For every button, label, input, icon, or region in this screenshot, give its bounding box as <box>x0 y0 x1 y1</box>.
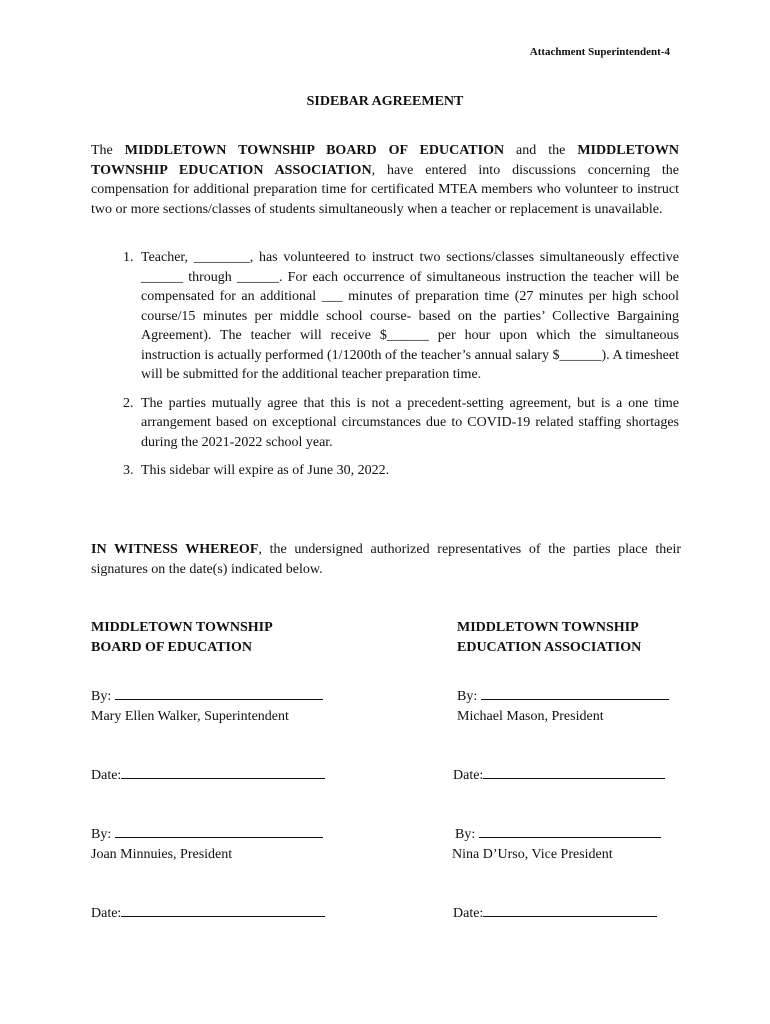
date-label: Date: <box>453 906 484 921</box>
by-label: By: <box>91 827 112 842</box>
right-party-line1: MIDDLETOWN TOWNSHIP <box>457 620 639 635</box>
right-signature-1 <box>457 686 669 726</box>
list-item <box>91 248 679 385</box>
item-number: 1. <box>123 250 134 265</box>
by-label: By: <box>91 689 112 704</box>
item-text: This sidebar will expire as of June 30, 2022. <box>141 463 390 478</box>
signer-name: Mary Ellen Walker, Superintendent <box>91 708 289 724</box>
left-signature-1 <box>91 686 323 726</box>
right-date-1 <box>453 765 665 786</box>
list-item <box>91 461 679 481</box>
signature-line[interactable] <box>115 686 323 700</box>
board-name: MIDDLETOWN TOWNSHIP BOARD OF EDUCATION <box>124 143 505 158</box>
signature-line[interactable] <box>479 824 661 838</box>
witness-rest: , the undersigned authorized representatives of the parties place their signatures on the date(s) indicated below. <box>91 542 681 577</box>
by-label: By: <box>457 689 478 704</box>
date-label: Date: <box>91 768 122 783</box>
item-text: Teacher, ________, has volunteered to instruct two sections/classes simultaneously effective ______ through ______. For each occurrence of simultaneous instruction the teacher will be compensated for an additional ___ minutes of preparation time (27 minutes per high school course/15 minutes per middle school course- based on the parties’ Collective Bargaining Agreement). The teacher will receive $______ per hour upon which the simultaneous instruction is actually performed (1/1200th of the teacher’s annual salary $______). A timesheet will be submitted for the additional teacher preparation time. <box>141 250 679 382</box>
item-number: 2. <box>123 395 134 411</box>
signer-name: Nina D’Urso, Vice President <box>452 846 613 862</box>
left-party-line2: BOARD OF EDUCATION <box>91 639 253 655</box>
item-text: The parties mutually agree that this is not a precedent-setting agreement, but is a one time arrangement based on exceptional circumstances due to COVID-19 related staffing shortages during the 2021-2022 school year. <box>141 395 679 450</box>
intro-prefix: The <box>91 143 125 158</box>
right-date-2 <box>453 903 657 924</box>
attachment-label: Attachment Superintendent-4 <box>529 46 670 58</box>
date-line[interactable] <box>121 765 325 779</box>
date-label: Date: <box>91 906 122 921</box>
left-date-2 <box>91 903 325 924</box>
terms-list <box>91 248 679 490</box>
left-signature-2 <box>91 824 323 864</box>
signature-line[interactable] <box>481 686 669 700</box>
signer-name: Joan Minnuies, President <box>91 846 233 862</box>
list-item <box>91 394 679 453</box>
intro-rest: , have entered into discussions concerning the compensation for additional preparation time for certificated MTEA members who volunteer to instruct two or more sections/classes of students simultaneously when a teacher or replacement is unavailable. <box>91 162 680 217</box>
date-line[interactable] <box>483 765 665 779</box>
by-label: By: <box>455 827 476 842</box>
witness-paragraph <box>91 540 681 579</box>
left-party-line1: MIDDLETOWN TOWNSHIP <box>91 620 273 635</box>
intro-and: and the <box>504 143 578 158</box>
right-party-heading <box>457 618 641 657</box>
association-name: MIDDLETOWN TOWNSHIP EDUCATION ASSOCIATION <box>91 143 679 178</box>
date-line[interactable] <box>483 903 657 917</box>
signer-name: Michael Mason, President <box>457 708 604 724</box>
signature-line[interactable] <box>115 824 323 838</box>
left-party-heading <box>91 618 273 657</box>
date-line[interactable] <box>121 903 325 917</box>
witness-bold: IN WITNESS WHEREOF <box>91 542 259 557</box>
date-label: Date: <box>453 768 484 783</box>
document-title: SIDEBAR AGREEMENT <box>306 94 464 109</box>
intro-paragraph <box>91 141 679 219</box>
left-date-1 <box>91 765 325 786</box>
item-number: 3. <box>123 463 134 478</box>
right-party-line2: EDUCATION ASSOCIATION <box>457 639 642 655</box>
right-signature-2 <box>452 824 661 864</box>
